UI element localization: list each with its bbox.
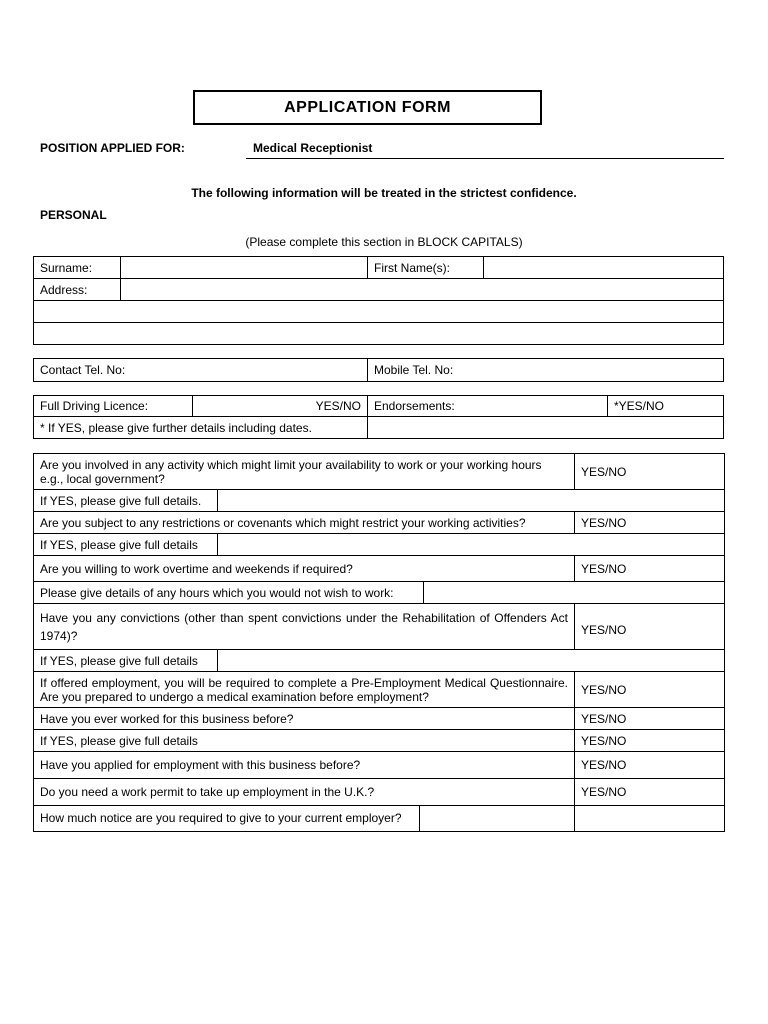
answer-convictions[interactable]: YES/NO xyxy=(575,604,725,650)
surname-field[interactable] xyxy=(121,257,368,279)
question-restrictions: Are you subject to any restrictions or covenants which might restrict your working activities? xyxy=(34,512,575,534)
endorsement-details-field[interactable] xyxy=(368,417,724,439)
section-heading-personal: PERSONAL xyxy=(40,208,107,222)
answer-applied-before[interactable]: YES/NO xyxy=(575,752,725,779)
details-label-hours: Please give details of any hours which you would not wish to work: xyxy=(34,582,424,604)
details-label-convictions: If YES, please give full details xyxy=(34,650,218,672)
question-overtime: Are you willing to work overtime and weekends if required? xyxy=(34,556,575,582)
answer-availability[interactable]: YES/NO xyxy=(575,454,725,490)
contact-tel-field[interactable]: Contact Tel. No: xyxy=(34,359,368,382)
form-title: APPLICATION FORM xyxy=(193,90,542,125)
address-field-line-3[interactable] xyxy=(34,323,724,345)
question-work-permit: Do you need a work permit to take up employment in the U.K.? xyxy=(34,779,575,806)
details-field-convictions[interactable] xyxy=(218,650,725,672)
questions-table xyxy=(33,453,725,832)
endorsements-yesno[interactable]: *YES/NO xyxy=(608,396,724,417)
details-label-worked-before: If YES, please give full details xyxy=(34,730,575,752)
confidence-note: The following information will be treated in the strictest confidence. xyxy=(191,186,577,200)
answer-restrictions[interactable]: YES/NO xyxy=(575,512,725,534)
endorsement-footnote: * If YES, please give further details including dates. xyxy=(34,417,368,439)
surname-label: Surname: xyxy=(34,257,121,279)
details-field-restrictions[interactable] xyxy=(218,534,725,556)
details-field-availability[interactable] xyxy=(218,490,725,512)
details-label-availability: If YES, please give full details. xyxy=(34,490,218,512)
answer-work-permit[interactable]: YES/NO xyxy=(575,779,725,806)
address-label: Address: xyxy=(34,279,121,301)
position-field[interactable]: Medical Receptionist xyxy=(246,138,724,159)
question-worked-before: Have you ever worked for this business before? xyxy=(34,708,575,730)
question-applied-before: Have you applied for employment with this business before? xyxy=(34,752,575,779)
notice-row xyxy=(34,806,575,832)
driving-licence-label: Full Driving Licence: xyxy=(34,396,193,417)
question-availability: Are you involved in any activity which might limit your availability to work or your working hours e.g., local government? xyxy=(34,454,575,490)
address-field-line-2[interactable] xyxy=(34,301,724,323)
question-notice: How much notice are you required to give to your current employer? xyxy=(34,806,420,831)
licence-table xyxy=(33,395,724,439)
address-field-line-1[interactable] xyxy=(121,279,724,301)
notice-field-left[interactable] xyxy=(420,806,574,831)
answer-overtime[interactable]: YES/NO xyxy=(575,556,725,582)
details-field-hours[interactable] xyxy=(424,582,725,604)
driving-licence-yesno[interactable]: YES/NO xyxy=(193,396,368,417)
first-names-field[interactable] xyxy=(484,257,724,279)
block-capitals-note: (Please complete this section in BLOCK CAPITALS) xyxy=(245,235,523,249)
notice-field-right[interactable] xyxy=(575,806,725,832)
position-label: POSITION APPLIED FOR: xyxy=(40,141,185,155)
question-convictions: Have you any convictions (other than spent convictions under the Rehabilitation of Offenders Act 1974)? xyxy=(34,604,575,650)
details-label-restrictions: If YES, please give full details xyxy=(34,534,218,556)
answer-worked-before[interactable]: YES/NO xyxy=(575,708,725,730)
personal-table xyxy=(33,256,724,345)
mobile-tel-field[interactable]: Mobile Tel. No: xyxy=(368,359,724,382)
question-medical: If offered employment, you will be required to complete a Pre-Employment Medical Questionnaire. Are you prepared to undergo a medical examination before employment? xyxy=(34,672,575,708)
contact-table xyxy=(33,358,724,382)
first-names-label: First Name(s): xyxy=(368,257,484,279)
answer-medical[interactable]: YES/NO xyxy=(575,672,725,708)
endorsements-label: Endorsements: xyxy=(368,396,608,417)
details-answer-worked-before[interactable]: YES/NO xyxy=(575,730,725,752)
